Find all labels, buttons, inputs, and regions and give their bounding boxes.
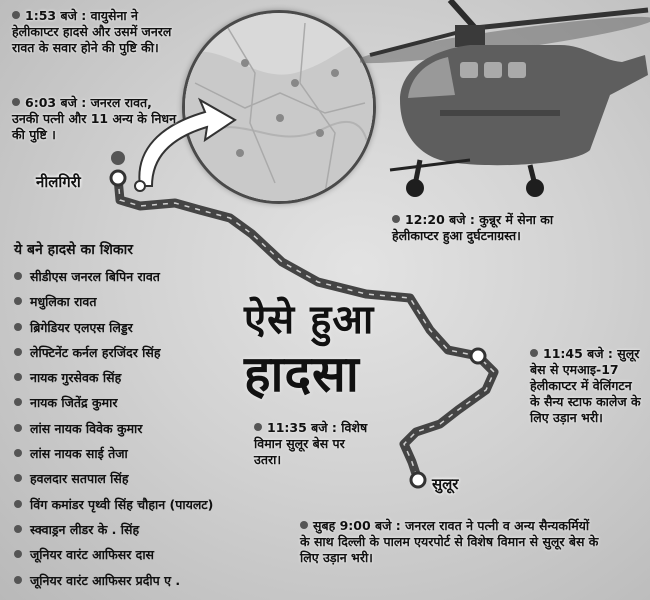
victim-name: लांस नायक विवेक कुमार <box>30 420 143 436</box>
timeline-note <box>12 8 180 56</box>
timeline-note <box>530 346 642 426</box>
victim-name: जूनियर वारंट आफिसर प्रदीप ए . <box>30 572 181 588</box>
list-item <box>14 340 213 365</box>
list-item <box>14 492 213 517</box>
victim-name: नायक जितेंद्र कुमार <box>30 395 118 411</box>
note-text: जनरल रावत ने पत्नी व अन्य सैन्यकर्मियों के साथ दिल्ली के पालम एयरपोर्ट से विशेष विमान से सुलूर बेस के लिए उड़ान भरी। <box>300 518 599 565</box>
list-item <box>14 264 213 289</box>
note-time: 11:35 बजे : <box>267 420 337 435</box>
victims-list-title: ये बने हादसे का शिकार <box>14 242 133 258</box>
place-label-sulur: सुलूर <box>432 475 459 493</box>
note-time: 12:20 बजे : <box>405 212 475 227</box>
place-label-nilgiri: नीलगिरी <box>36 173 81 191</box>
list-bullet <box>14 449 22 457</box>
note-time: 11:45 बजे : <box>543 346 613 361</box>
victims-list <box>14 264 213 593</box>
victim-name: स्क्वाड्रन लीडर के . सिंह <box>30 521 140 537</box>
victim-name: ब्रिगेडियर एलएस लिड्डर <box>30 319 133 335</box>
victim-name: जूनियर वारंट आफिसर दास <box>30 547 155 563</box>
victim-name: लांस नायक साई तेजा <box>30 446 128 462</box>
list-bullet <box>14 323 22 331</box>
list-item <box>14 568 213 593</box>
note-text: वायुसेना ने हेलीकाप्टर हादसे और उसमें जनरल रावत के सवार होने की पुष्टि की। <box>12 8 172 55</box>
list-bullet <box>14 297 22 305</box>
list-bullet <box>14 348 22 356</box>
note-time: 1:53 बजे : <box>25 8 87 23</box>
victim-name: सीडीएस जनरल बिपिन रावत <box>30 269 160 284</box>
list-bullet <box>14 272 22 280</box>
note-bullet <box>12 11 20 19</box>
note-time: सुबह 9:00 बजे : <box>313 518 401 533</box>
nilgiri-marker <box>111 151 125 165</box>
list-bullet <box>14 576 22 584</box>
list-bullet <box>14 424 22 432</box>
list-item <box>14 416 213 441</box>
note-text: जनरल रावत, उनकी पत्नी और 11 अन्य के निधन की पुष्टि । <box>12 95 177 142</box>
list-bullet <box>14 525 22 533</box>
note-time: 6:03 बजे : <box>25 95 87 110</box>
sulur-marker <box>411 473 425 487</box>
list-item <box>14 466 213 491</box>
note-bullet <box>254 423 262 431</box>
list-bullet <box>14 550 22 558</box>
note-bullet <box>300 521 308 529</box>
headline-line1: ऐसे हुआ <box>244 297 375 343</box>
list-item <box>14 365 213 390</box>
note-text: सुलूर बेस से एमआइ-17 हेलीकाप्टर में वेलिंगटन के सैन्य स्टाफ कालेज के लिए उड़ान भरी। <box>530 346 641 425</box>
note-text: विशेष विमान सुलूर बेस पर उतरा। <box>254 420 368 467</box>
note-bullet <box>530 349 538 357</box>
list-bullet <box>14 474 22 482</box>
list-item <box>14 289 213 314</box>
note-bullet <box>392 215 400 223</box>
victim-name: लेफ्टिनेंट कर्नल हरजिंदर सिंह <box>30 344 161 360</box>
list-item <box>14 390 213 415</box>
note-text: कुन्नूर में सेना का हेलीकाप्टर हुआ दुर्घटनाग्रस्त। <box>392 212 554 243</box>
list-item <box>14 542 213 567</box>
list-item <box>14 441 213 466</box>
victim-name: विंग कमांडर पृथ्वी सिंह चौहान (पायलट) <box>30 496 214 512</box>
timeline-note <box>254 420 372 468</box>
list-item <box>14 315 213 340</box>
sulur-base-marker <box>471 349 485 363</box>
note-bullet <box>12 98 20 106</box>
victim-name: हवलदार सतपाल सिंह <box>30 471 129 487</box>
list-bullet <box>14 373 22 381</box>
victim-name: नायक गुरसेवक सिंह <box>30 370 122 386</box>
list-bullet <box>14 398 22 406</box>
timeline-note <box>300 518 600 566</box>
timeline-note <box>12 95 180 143</box>
list-bullet <box>14 500 22 508</box>
victim-name: मधुलिका रावत <box>30 294 97 310</box>
headline-line2: हादसा <box>244 345 360 403</box>
list-item <box>14 517 213 542</box>
timeline-note <box>392 212 582 244</box>
